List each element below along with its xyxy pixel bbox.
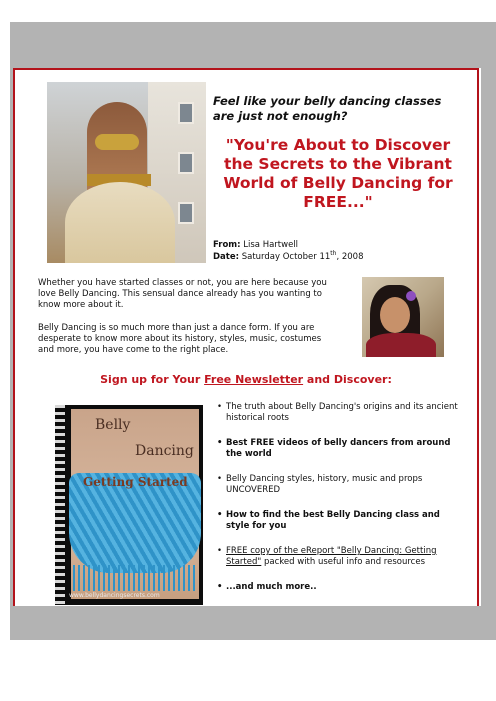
benefit-text: ...and much more.. bbox=[226, 582, 317, 592]
date-line bbox=[213, 251, 363, 263]
spiral-binding bbox=[55, 405, 65, 605]
benefit-text: Best FREE videos of belly dancers from around the world bbox=[226, 438, 451, 459]
benefit-item bbox=[216, 582, 461, 593]
right-gray-gutter bbox=[481, 68, 496, 606]
top-gray-band bbox=[10, 22, 496, 68]
benefit-text: How to find the best Belly Dancing class and style for you bbox=[226, 510, 440, 531]
ebook-cover-image bbox=[55, 405, 203, 605]
newsletter-link[interactable]: Free Newsletter bbox=[204, 373, 304, 386]
dancer-portrait-photo bbox=[362, 277, 444, 357]
tagline: Feel like your belly dancing classes are just not enough? bbox=[213, 94, 442, 123]
intro-paragraph-1: Whether you have started classes or not, you are here because you love Belly Dancing. This sensual dance already has you wanting to know more about it. bbox=[38, 278, 327, 310]
date-value bbox=[242, 252, 364, 262]
ereport-link[interactable]: FREE copy of the eReport "Belly Dancing: Getting Started" bbox=[226, 546, 437, 567]
headline: "You're About to Discover the Secrets to the Vibrant World of Belly Dancing for FREE..." bbox=[223, 136, 453, 211]
date-label: Date: bbox=[213, 252, 240, 262]
book-title-line-2: Dancing bbox=[135, 443, 194, 459]
benefit-item bbox=[216, 402, 461, 424]
book-subtitle: Getting Started bbox=[83, 475, 188, 489]
book-url: www.bellydancingsecrets.com bbox=[69, 592, 160, 599]
intro-paragraph-2: Belly Dancing is so much more than just a dance form. If you are desperate to know more about its history, styles, music, costumes and more, you have come to the right place. bbox=[38, 323, 322, 355]
benefit-item bbox=[216, 546, 461, 568]
from-label: From: bbox=[213, 240, 241, 250]
benefit-item bbox=[216, 510, 461, 532]
signup-after: and Discover: bbox=[303, 373, 392, 386]
benefit-text: packed with useful info and resources bbox=[261, 557, 425, 567]
from-value: Lisa Hartwell bbox=[243, 240, 299, 250]
date-suffix: th bbox=[330, 250, 337, 258]
signup-heading bbox=[13, 373, 479, 386]
benefit-item bbox=[216, 474, 461, 496]
date-year: , 2008 bbox=[336, 252, 364, 262]
benefit-text: Belly Dancing styles, history, music and props UNCOVERED bbox=[226, 474, 423, 495]
hero-dancer-photo bbox=[47, 82, 206, 263]
from-line bbox=[213, 239, 298, 251]
signup-before: Sign up for Your bbox=[100, 373, 205, 386]
benefits-list bbox=[216, 402, 461, 593]
benefit-text: The truth about Belly Dancing's origins and its ancient historical roots bbox=[226, 402, 458, 423]
benefit-item bbox=[216, 438, 461, 460]
book-title-line-1: Belly bbox=[95, 417, 131, 433]
bottom-gray-band bbox=[10, 606, 496, 640]
date-prefix: Saturday October 11 bbox=[241, 252, 331, 262]
